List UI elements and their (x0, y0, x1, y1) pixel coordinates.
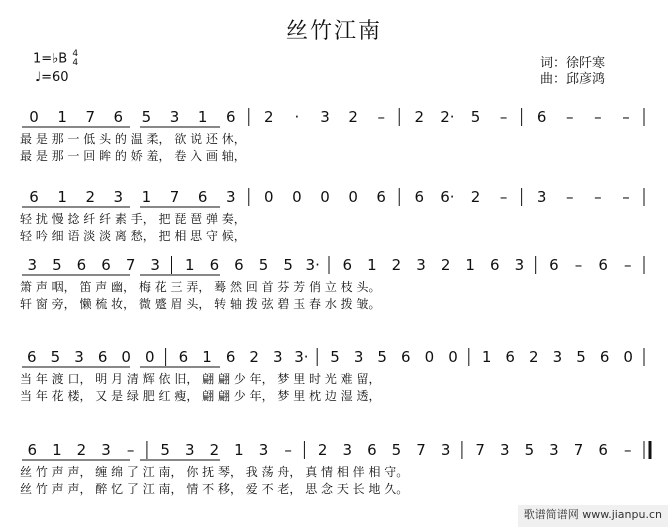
note: 0 (424, 348, 435, 366)
note: 2 (209, 441, 220, 459)
note: 6 (401, 348, 411, 366)
note: 3 (113, 188, 124, 206)
note: 6 (178, 348, 189, 366)
note: 5 (160, 441, 170, 459)
note: 0 (29, 108, 39, 126)
note: 1 (57, 188, 67, 206)
note: 6 (536, 108, 547, 126)
key-label: 1=♭B (33, 51, 68, 67)
note: 2 (414, 108, 425, 126)
composer: 曲：邱彦鸿 (540, 72, 606, 87)
sustain-dash: – (566, 108, 574, 126)
note: 1 (185, 256, 195, 274)
note: 0 (448, 348, 458, 366)
note: 3 (416, 256, 426, 274)
note: 0 (320, 188, 330, 206)
note: 5 (524, 441, 535, 459)
note: 0 (348, 188, 358, 206)
time-top: 4 (72, 49, 79, 59)
note: 3 (536, 188, 547, 206)
note: 2 (85, 188, 96, 206)
note: 2· (440, 108, 455, 126)
note: 3 (342, 441, 353, 459)
note: 0 (121, 348, 131, 366)
note: 6 (234, 256, 244, 274)
note: 3 (185, 441, 195, 459)
note: 3 (549, 441, 559, 459)
sustain-dash: – (594, 108, 602, 126)
sustain-dash: – (377, 108, 385, 126)
note: 6 (225, 348, 236, 366)
lyric-verse-2: 轻 吟 细 语 淡 淡 离 愁， 把 相 思 守 候， (20, 229, 246, 243)
note: 5 (283, 256, 293, 274)
note: 6 (101, 256, 111, 274)
note: 0 (145, 348, 155, 366)
note: 6 (376, 188, 386, 206)
note: 3 (440, 441, 451, 459)
note: 3 (514, 256, 525, 274)
tempo-mark: ♩=60 (35, 70, 69, 85)
sustain-dash: – (594, 188, 602, 206)
note: 6 (490, 256, 500, 274)
note: 3· (305, 256, 320, 274)
note: 6 (549, 256, 559, 274)
note: 3 (27, 256, 38, 274)
note: 6 (27, 348, 37, 366)
lyric-verse-1: 轻 扰 慢 捻 纤 纤 素 手， 把 琵 琶 弹 奏， (20, 212, 246, 226)
note: 1 (481, 348, 492, 366)
note: 2 (391, 256, 402, 274)
note: 5 (141, 108, 152, 126)
note: 0 (292, 188, 302, 206)
lyric-verse-2: 丝 竹 声 声， 醉 忆 了 江 南， 情 不 移， 爱 不 老， 思 念 天 长 地 久。 (20, 482, 409, 496)
note: 3 (101, 441, 111, 459)
note: 3 (150, 256, 160, 274)
lyric-verse-2: 当 年 花 楼， 又 是 绿 肥 红 瘦， 翩 翩 少 年， 梦 里 枕 边 湿 透， (20, 389, 381, 403)
note: 1 (367, 256, 377, 274)
note: 6 (598, 256, 608, 274)
note: 5 (258, 256, 269, 274)
lyric-verse-1: 箫 声 咽， 笛 声 幽， 梅 花 三 弄， 蓦 然 回 首 芬 芳 俏 立 枝 头。 (20, 280, 381, 294)
sustain-dash: – (284, 441, 292, 459)
sustain-dash: – (499, 108, 508, 126)
note: 7 (125, 256, 136, 274)
note: 6 (225, 108, 236, 126)
watermark: 歌谱简谱网 www.jianpu.cn (523, 508, 662, 521)
note: 1 (141, 188, 152, 206)
note: 6 (598, 441, 608, 459)
note: 3 (353, 348, 364, 366)
note: 1 (57, 108, 67, 126)
song-title: 丝竹江南 (285, 19, 382, 44)
note: 3 (320, 108, 330, 126)
note: 6 (27, 441, 38, 459)
note: 7 (85, 108, 96, 126)
note: 1 (465, 256, 475, 274)
sustain-dash: – (574, 256, 583, 274)
note: 6 (29, 188, 39, 206)
note: 6 (342, 256, 353, 274)
note: 0 (264, 188, 274, 206)
note: 5 (52, 256, 62, 274)
note: 2 (348, 108, 358, 126)
note: 5 (576, 348, 586, 366)
note: 1 (52, 441, 62, 459)
note: 6 (76, 256, 87, 274)
note: 2 (529, 348, 539, 366)
note: 1 (234, 441, 244, 459)
note: 2 (264, 108, 274, 126)
note: 6 (505, 348, 515, 366)
note: 2 (249, 348, 259, 366)
note: 7 (573, 441, 584, 459)
note: 3 (169, 108, 180, 126)
lyric-verse-1: 丝 竹 声 声， 缠 绵 了 江 南， 你 抚 琴， 我 荡 舟， 真 情 相 伴 相 守。 (20, 465, 409, 479)
sustain-dash: – (566, 188, 574, 206)
sustain-dash: – (126, 441, 135, 459)
note: 3 (74, 348, 84, 366)
note: 2 (76, 441, 87, 459)
note: 3 (273, 348, 283, 366)
note: 5 (377, 348, 387, 366)
note: 6 (367, 441, 377, 459)
note: 3 (552, 348, 563, 366)
lyric-verse-1: 当 年 渡 口， 明 月 清 辉 依 旧， 翩 翩 少 年， 梦 里 时 光 难 留， (20, 372, 381, 386)
note: 7 (475, 441, 485, 459)
note: 6 (197, 188, 208, 206)
sustain-dash: – (622, 108, 630, 126)
sustain-dash: – (623, 441, 632, 459)
sustain-dash: – (622, 188, 630, 206)
note: 1 (197, 108, 208, 126)
note: 6 (113, 108, 124, 126)
lyric-verse-2: 轩 窗 旁， 懒 梳 妆， 微 蹙 眉 头， 转 轴 拨 弦 碧 玉 春 水 拨 皱。 (20, 297, 381, 311)
note: 6 (209, 256, 220, 274)
note: 6 (599, 348, 610, 366)
note: 2 (317, 441, 328, 459)
note: 7 (169, 188, 180, 206)
note: 2 (440, 256, 451, 274)
note: 2 (470, 188, 481, 206)
note: 3 (225, 188, 236, 206)
sustain-dash: – (499, 188, 508, 206)
note: 7 (416, 441, 426, 459)
note: 5 (391, 441, 402, 459)
note: · (294, 108, 300, 126)
lyric-verse-2: 最 是 那 一 回 眸 的 娇 羞， 卷 入 画 轴， (20, 149, 246, 163)
note: 5 (50, 348, 61, 366)
note: 6 (414, 188, 425, 206)
lyric-verse-1: 最 是 那 一 低 头 的 温 柔， 欲 说 还 休， (20, 132, 246, 146)
note: 3 (258, 441, 269, 459)
sustain-dash: – (623, 256, 632, 274)
note: 6· (440, 188, 455, 206)
note: 1 (202, 348, 212, 366)
note: 6 (97, 348, 108, 366)
note: 3· (294, 348, 309, 366)
note: 5 (470, 108, 481, 126)
note: 0 (623, 348, 633, 366)
time-bottom: 4 (72, 58, 79, 68)
note: 5 (330, 348, 340, 366)
lyricist: 词：徐阡寒 (540, 56, 606, 71)
note: 3 (500, 441, 510, 459)
